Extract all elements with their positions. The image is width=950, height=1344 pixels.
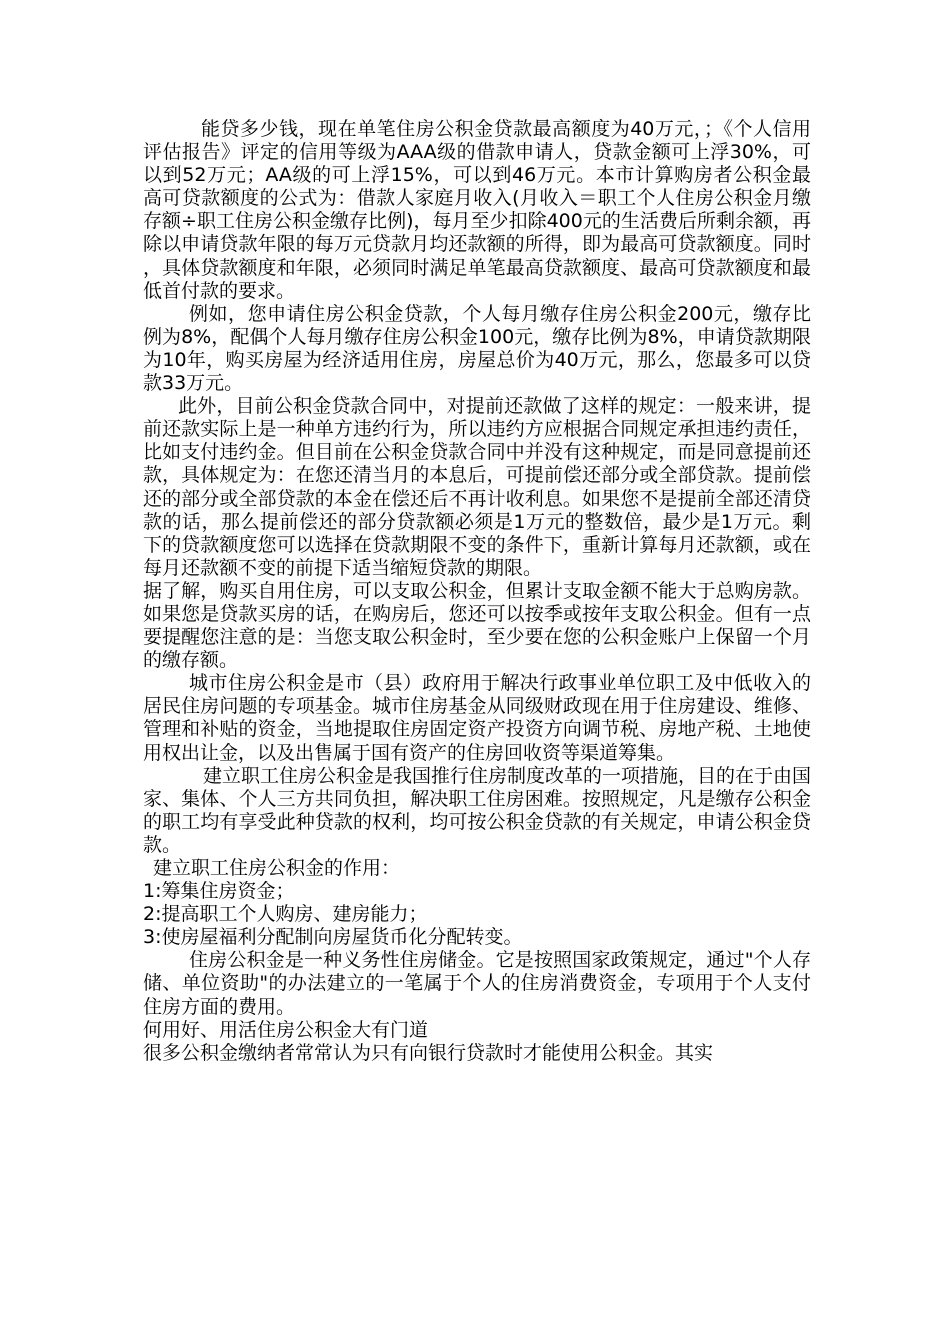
paragraph-fund-usage: 很多公积金缴纳者常常认为只有向银行贷款时才能使用公积金。其实 [143, 1041, 714, 1064]
paragraph-loan-amount: 能贷多少钱，现在单笔住房公积金贷款最高额度为40万元，；《个人信用评估报告》评定的信用等级为AAA级的借款申请人，贷款金额可上浮30%，可以到52万元；AA级的可上浮15%，可以到46万元。本市计算购房者公积金最高可贷款额度的公式为：借款人家庭月收入(月收入＝职工个人住房公积金月缴存额÷职工住房公积金缴存比例)，每月至少扣除400元的生活费后所剩余额，再除以申请贷款年限的每万元贷款月均还款额的所得，即为最高可贷款额度。同时，具体贷款额度和年限，必须同时满足单笔最高贷款额度、最高可贷款额度和最低首付款的要求。 [143, 118, 811, 302]
document-page [143, 118, 811, 1065]
paragraph-loan-example: 例如，您申请住房公积金贷款，个人每月缴存住房公积金200元，缴存比例为8%，配偶个人每月缴存住房公积金100元，缴存比例为8%，申请贷款期限为10年，购买房屋为经济适用住房，房屋总价为40万元，那么，您最多可以贷款33万元。 [143, 302, 811, 395]
paragraph-fund-definition: 住房公积金是一种义务性住房储金。它是按照国家政策规定，通过"个人存储、单位资助"的办法建立的一笔属于个人的住房消费资金，专项用于个人支付住房方面的费用。 [143, 949, 811, 1018]
paragraph-establish-fund: 建立职工住房公积金是我国推行住房制度改革的一项措施，目的在于由国家、集体、个人三方共同负担，解决职工住房困难。按照规定，凡是缴存公积金的职工均有享受此种贷款的权利，均可按公积金贷款的有关规定，申请公积金贷款。 [143, 764, 812, 856]
paragraph-early-repayment: 此外，目前公积金贷款合同中，对提前还款做了这样的规定：一般来讲，提前还款实际上是一种单方违约行为，所以违约方应根据合同规定承担违约责任，比如支付违约金。但目前在公积金贷款合同中并没有这种规定，而是同意提前还款，具体规定为：在您还清当月的本息后，可提前偿还部分或全部贷款。提前偿还的部分或全部贷款的本金在偿还后不再计收利息。如果您不是提前全部还清贷款的话，那么提前偿还的部分贷款额必须是1万元的整数倍，最少是1万元。剩下的贷款额度您可以选择在贷款期限不变的条件下，重新计算每月还款额，或在每月还款额不变的前提下适当缩短贷款的期限。 [143, 395, 811, 579]
list-item-2: 2:提高职工个人购房、建房能力； [143, 903, 428, 926]
list-item-1: 1:筹集住房资金； [143, 880, 295, 903]
paragraph-city-fund: 城市住房公积金是市（县）政府用于解决行政事业单位职工及中低收入的居民住房问题的专项基金。城市住房基金从同级财政现在用于住房建设、维修、管理和补贴的资金，当地提取住房固定资产投资方向调节税、房地产税、土地使用权出让金，以及出售属于国有资产的住房回收资等渠道筹集。 [143, 672, 811, 764]
paragraph-withdrawal: 据了解，购买自用住房，可以支取公积金，但累计支取金额不能大于总购房款。如果您是贷款买房的话，在购房后，您还可以按季或按年支取公积金。但有一点要提醒您注意的是：当您支取公积金时，至少要在您的公积金账户上保留一个月的缴存额。 [143, 579, 811, 672]
section-heading-use-fund: 何用好、用活住房公积金大有门道 [143, 1018, 429, 1041]
list-item-3: 3:使房屋福利分配制向房屋货币化分配转变。 [143, 926, 523, 949]
paragraph-fund-role-heading: 建立职工住房公积金的作用： [153, 857, 401, 879]
